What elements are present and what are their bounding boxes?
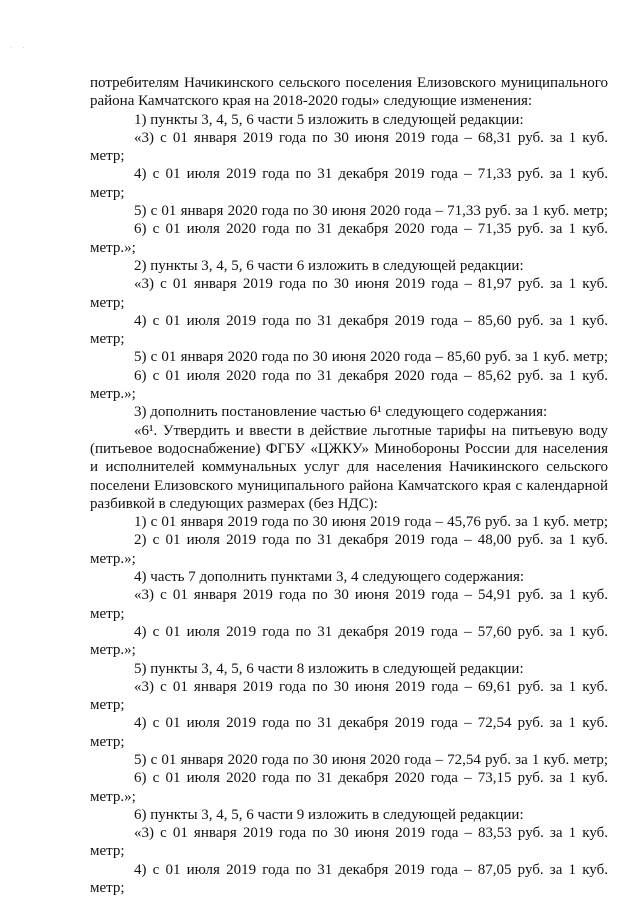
scan-marks: · · [10,44,29,52]
text-line: 4) с 01 июля 2019 года по 31 декабря 2019 года – 71,33 руб. за 1 куб. [134,166,608,183]
text-line: метр; [90,880,125,897]
text-line: 1) с 01 января 2019 года по 30 июня 2019 года – 45,76 руб. за 1 куб. метр; [134,514,608,531]
text-line: потребителям Начикинского сельского поселения Елизовского муниципального [90,75,608,91]
text-line: метр; [90,184,125,201]
text-line: метр; [90,148,125,165]
text-line: метр; [90,605,125,622]
text-line: поселени Елизовского муниципального района Камчатского края с календарной [90,477,608,494]
text-line: района Камчатского края на 2018-2020 годы» следующие изменения: [90,93,533,110]
text-line: 4) с 01 июля 2019 года по 31 декабря 2019 года – 85,60 руб. за 1 куб. [134,312,608,329]
text-line: метр.»; [90,788,136,805]
text-line: 5) с 01 января 2020 года по 30 июня 2020 года – 85,60 руб. за 1 куб. метр; [134,349,608,366]
text-line: 5) пункты 3, 4, 5, 6 части 8 изложить в следующей редакции: [134,660,524,677]
text-line: разбивкой в следующих размерах (без НДС): [90,495,378,512]
text-line: 4) с 01 июля 2019 года по 31 декабря 2019 года – 72,54 руб. за 1 куб. [134,715,608,732]
text-line: метр; [90,697,125,714]
text-line: метр; [90,843,125,860]
document-body [90,74,608,897]
text-line: 2) с 01 июля 2019 года по 31 декабря 2019 года – 48,00 руб. за 1 куб. [134,532,608,549]
text-line: 1) пункты 3, 4, 5, 6 части 5 изложить в следующей редакции: [134,111,524,128]
text-line: метр; [90,733,125,750]
text-line: 4) с 01 июля 2019 года по 31 декабря 2019 года – 87,05 руб. за 1 куб. [134,861,608,878]
text-line: метр.»; [90,239,136,256]
text-line: 6) с 01 июля 2020 года по 31 декабря 2020 года – 73,15 руб. за 1 куб. [134,770,608,787]
text-line: «3) с 01 января 2019 года по 30 июня 2019 года – 68,31 руб. за 1 куб. [134,129,608,146]
text-line: и исполнителей коммунальных услуг для населения Начикинского сельского [90,459,608,476]
text-line: (питьевое водоснабжение) ФГБУ «ЦЖКУ» Минобороны России для населения [90,440,608,457]
text-line: 3) дополнить постановление частью 6¹ следующего содержания: [134,404,548,421]
text-line: «3) с 01 января 2019 года по 30 июня 2019 года – 83,53 руб. за 1 куб. [134,825,608,842]
text-line: 4) с 01 июля 2019 года по 31 декабря 2019 года – 57,60 руб. за 1 куб. [134,623,608,640]
text-line: метр; [90,294,125,311]
text-line: 2) пункты 3, 4, 5, 6 части 6 изложить в следующей редакции: [134,257,524,274]
text-line: метр.»; [90,642,136,659]
text-line: 6) пункты 3, 4, 5, 6 части 9 изложить в следующей редакции: [134,806,524,823]
text-line: 5) с 01 января 2020 года по 30 июня 2020 года – 72,54 руб. за 1 куб. метр; [134,751,608,768]
text-line: «3) с 01 января 2019 года по 30 июня 2019 года – 54,91 руб. за 1 куб. [134,587,608,604]
text-line: метр.»; [90,386,136,403]
text-line: 4) часть 7 дополнить пунктами 3, 4 следующего содержания: [134,569,525,586]
text-line: 6) с 01 июля 2020 года по 31 декабря 2020 года – 85,62 руб. за 1 куб. [134,367,608,384]
text-line: «3) с 01 января 2019 года по 30 июня 2019 года – 81,97 руб. за 1 куб. [134,276,608,293]
text-line: метр.»; [90,550,136,567]
text-line: 6) с 01 июля 2020 года по 31 декабря 2020 года – 71,35 руб. за 1 куб. [134,221,608,238]
text-line: 5) с 01 января 2020 года по 30 июня 2020 года – 71,33 руб. за 1 куб. метр; [134,203,608,220]
text-line: «6¹. Утвердить и ввести в действие льготные тарифы на питьевую воду [134,422,608,439]
text-line: метр; [90,331,125,348]
text-line: «3) с 01 января 2019 года по 30 июня 2019 года – 69,61 руб. за 1 куб. [134,678,608,695]
